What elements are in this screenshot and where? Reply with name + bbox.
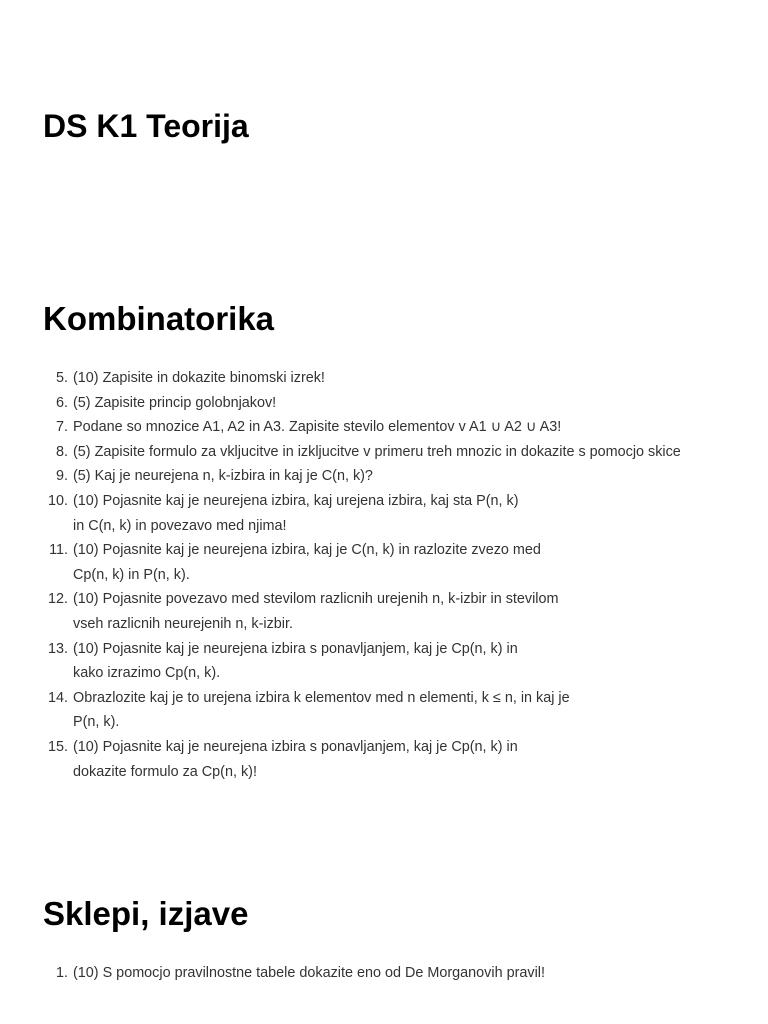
list-item-text: (5) Kaj je neurejena n, k-izbira in kaj je C(n, k)?	[73, 468, 373, 485]
list-item	[0, 415, 740, 440]
list-item-number: 5.	[55, 370, 68, 386]
list-item-number: 9.	[55, 468, 68, 485]
list-item-text: (10) Pojasnite kaj je neurejena izbira s ponavljanjem, kaj je Cp(n, k) in	[73, 738, 518, 755]
page-title: DS K1 Teorija	[43, 108, 249, 144]
list-item-text: Cp(n, k) in P(n, k).	[73, 566, 190, 583]
question-list-kombinatorika	[0, 366, 740, 784]
list-item-text: dokazite formulo za Cp(n, k)!	[73, 763, 257, 780]
list-item-number: 1.	[55, 965, 68, 981]
list-item-number: 13.	[47, 640, 68, 657]
question-list-sklepi-izjave	[0, 961, 740, 986]
list-item-text: Obrazlozite kaj je to urejena izbira k elementov med n elementi, k ≤ n, in kaj je	[73, 689, 570, 706]
list-item-text: (10) Pojasnite kaj je neurejena izbira, kaj urejena izbira, kaj sta P(n, k)	[73, 492, 519, 509]
list-item	[0, 464, 740, 489]
list-item-text: (10) Pojasnite kaj je neurejena izbira, kaj je C(n, k) in razlozite zvezo med	[73, 542, 541, 559]
list-item	[0, 538, 740, 587]
list-item-text: P(n, k).	[73, 714, 120, 731]
list-item-number: 15.	[47, 738, 68, 755]
list-item-text: (10) Pojasnite povezavo med stevilom razlicnih urejenih n, k-izbir in stevilom	[73, 591, 559, 608]
list-item-number: 10.	[47, 492, 68, 509]
list-item-text: (5) Zapisite formulo za vkljucitve in izkljucitve v primeru treh mnozic in dokazite s pomocjo skice	[73, 443, 681, 460]
list-item-number: 11.	[49, 542, 68, 559]
list-item-text: (10) Pojasnite kaj je neurejena izbira s ponavljanjem, kaj je Cp(n, k) in	[73, 640, 518, 657]
list-item-text: (10) S pomocjo pravilnostne tabele dokazite eno od De Morganovih pravil!	[73, 965, 545, 981]
list-item	[0, 961, 740, 986]
list-item	[0, 686, 740, 735]
list-item	[0, 637, 740, 686]
list-item-text: Podane so mnozice A1, A2 in A3. Zapisite stevilo elementov v A1 ∪ A2 ∪ A3!	[73, 419, 562, 436]
list-item-number: 8.	[55, 443, 68, 460]
list-item-number: 7.	[55, 419, 68, 436]
list-item-text: vseh razlicnih neurejenih n, k-izbir.	[73, 615, 293, 632]
list-item-text: (5) Zapisite princip golobnjakov!	[73, 394, 277, 411]
section-heading-sklepi-izjave: Sklepi, izjave	[43, 895, 249, 932]
list-item-text: (10) Zapisite in dokazite binomski izrek!	[73, 370, 325, 386]
list-item-text: kako izrazimo Cp(n, k).	[73, 665, 221, 682]
section-heading-kombinatorika: Kombinatorika	[43, 300, 275, 337]
list-item	[0, 366, 740, 391]
list-item	[0, 735, 740, 784]
list-item-number: 6.	[55, 394, 68, 411]
list-item	[0, 391, 740, 416]
list-item-number: 14.	[47, 689, 68, 706]
list-item	[0, 440, 740, 465]
list-item	[0, 587, 740, 636]
list-item	[0, 489, 740, 538]
list-item-text: in C(n, k) in povezavo med njima!	[73, 517, 287, 534]
list-item-number: 12.	[47, 591, 68, 608]
